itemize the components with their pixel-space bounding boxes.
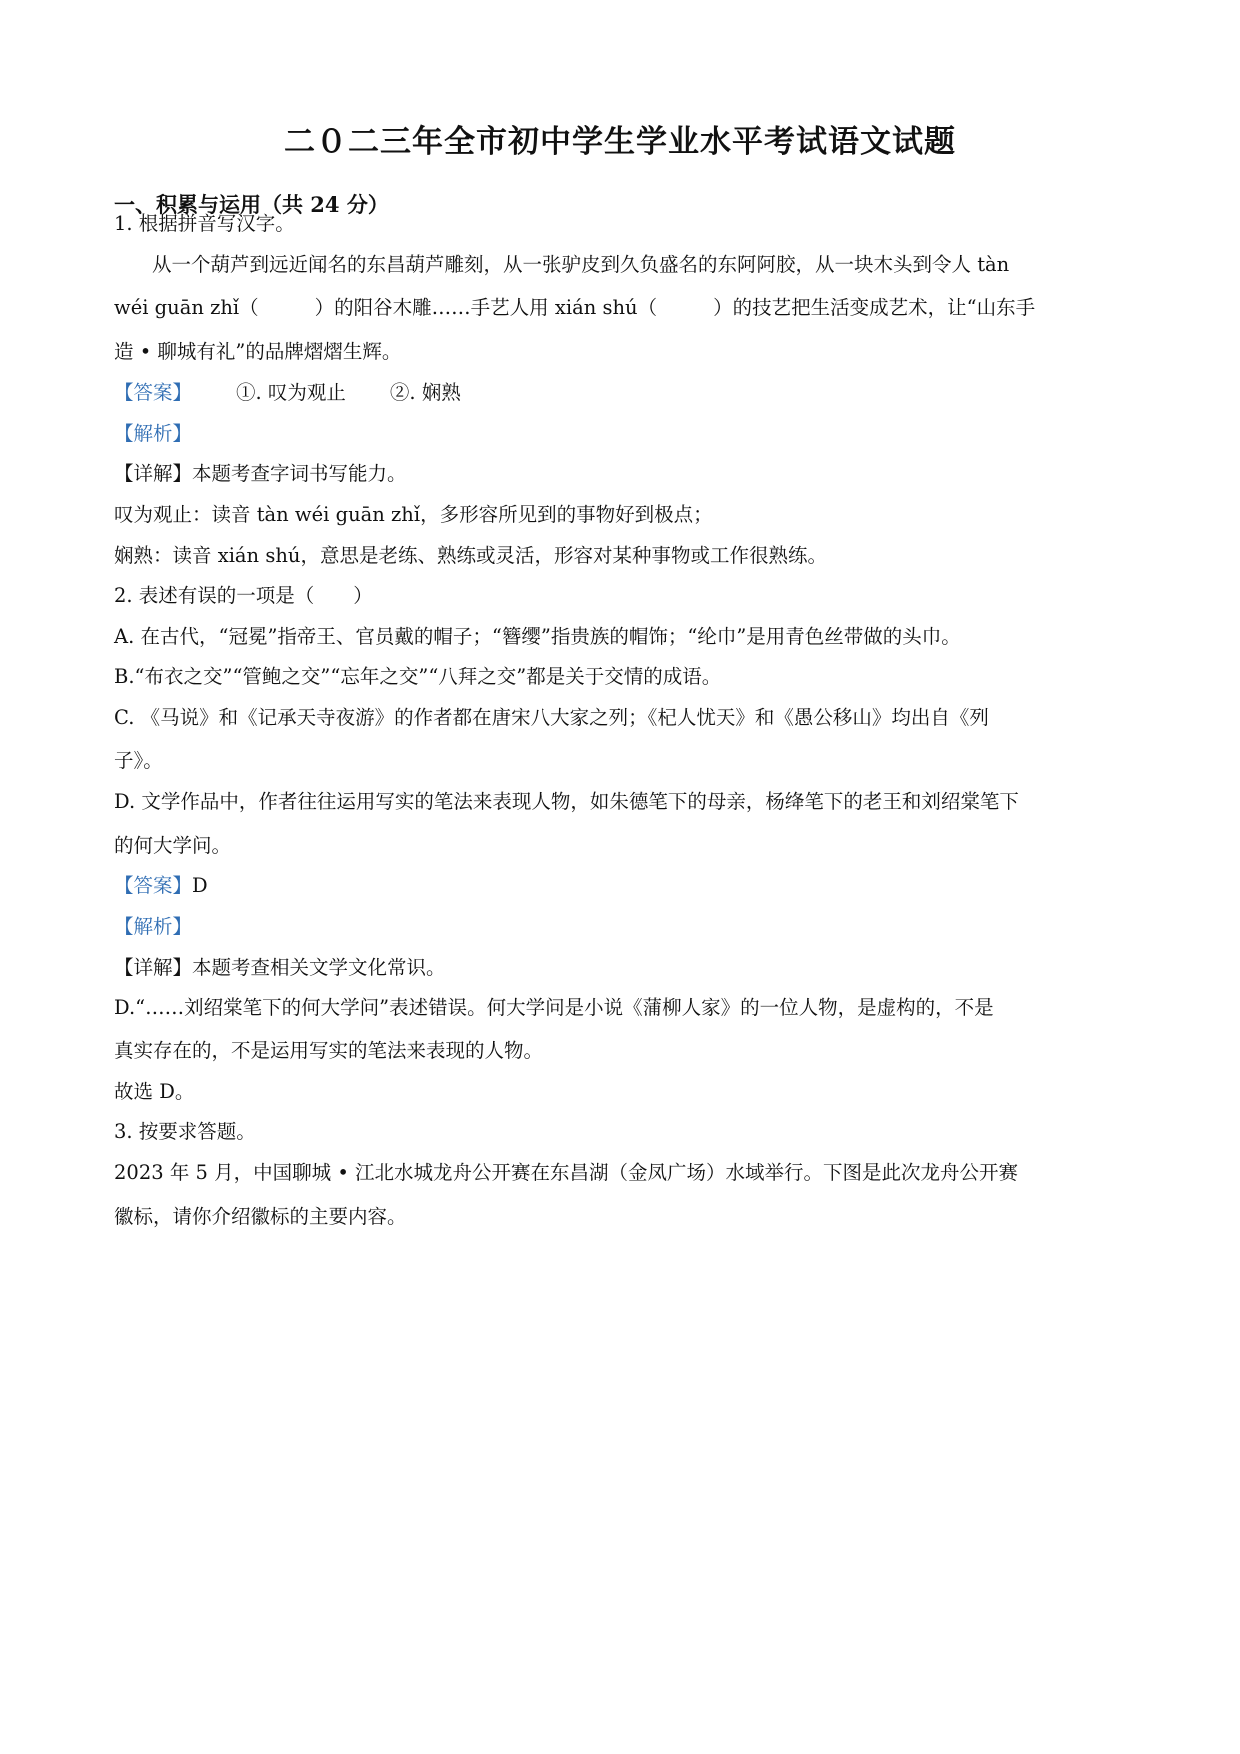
q2-option-c-line-1: C. 《马说》和《记承天寺夜游》的作者都在唐宋八大家之列；《杞人忧天》和《愚公移山》均出自《列 [114, 706, 989, 729]
q1-passage-part-b: ）的阳谷木雕……手艺人用 xián shú（ [314, 296, 658, 319]
q1-answer-1: ①. 叹为观止 [236, 381, 346, 404]
q1-answer-tag: 【答案】 [114, 381, 193, 404]
q1-passage-line-3: 造 • 聊城有礼”的品牌熠熠生辉。 [114, 340, 402, 363]
q2-option-a: A. 在古代，“冠冕”指帝王、官员戴的帽子；“簪缨”指贵族的帽饰；“纶巾”是用青色丝带做的头巾。 [114, 625, 961, 648]
q2-answer-line [114, 872, 208, 900]
q1-stem: 1. 根据拼音写汉字。 [114, 212, 295, 235]
q2-option-d-line-1: D. 文学作品中，作者往往运用写实的笔法来表现人物，如朱德笔下的母亲，杨绛笔下的老王和刘绍棠笔下 [114, 790, 1019, 813]
q2-explanation-line-2: 真实存在的，不是运用写实的笔法来表现的人物。 [114, 1039, 544, 1062]
q3-text-line-2: 徽标，请你介绍徽标的主要内容。 [114, 1205, 407, 1228]
q2-option-c-line-2: 子》。 [114, 749, 163, 772]
q2-answer-tag: 【答案】 [114, 874, 193, 897]
q1-passage-part-a: wéi guān zhǐ（ [114, 296, 259, 319]
q1-detail: 【详解】本题考查字词书写能力。 [114, 462, 407, 485]
q2-option-d-line-2: 的何大学问。 [114, 834, 232, 857]
q2-stem: 2. 表述有误的一项是（ ） [114, 584, 373, 607]
section-heading: 一、积累与运用（共 24 分） [114, 192, 389, 217]
q2-detail: 【详解】本题考查相关文学文化常识。 [114, 956, 446, 979]
q2-option-b: B.“布衣之交”“管鲍之交”“忘年之交”“八拜之交”都是关于交情的成语。 [114, 665, 722, 688]
q1-answer-2: ②. 娴熟 [389, 381, 461, 404]
q1-passage-line-1: 从一个葫芦到远近闻名的东昌葫芦雕刻，从一张驴皮到久负盛名的东阿阿胶，从一块木头到令人 tàn [152, 253, 1010, 276]
q2-conclusion: 故选 D。 [114, 1080, 195, 1103]
page-title: 二０二三年全市初中学生学业水平考试语文试题 [284, 124, 956, 160]
q1-explanation-2: 娴熟：读音 xián shú，意思是老练、熟练或灵活，形容对某种事物或工作很熟练。 [114, 544, 827, 567]
q1-analysis-tag: 【解析】 [114, 422, 193, 445]
q1-answer-line [114, 379, 461, 407]
q3-text-line-1: 2023 年 5 月，中国聊城 • 江北水城龙舟公开赛在东昌湖（金凤广场）水域举行。下图是此次龙舟公开赛 [114, 1161, 1019, 1184]
q2-explanation-line-1: D.“……刘绍棠笔下的何大学问”表述错误。何大学问是小说《蒲柳人家》的一位人物，是虚构的，不是 [114, 996, 994, 1019]
q1-passage-part-c: ）的技艺把生活变成艺术，让“山东手 [713, 296, 1036, 319]
q2-analysis-tag: 【解析】 [114, 915, 193, 938]
q1-explanation-1: 叹为观止：读音 tàn wéi guān zhǐ，多形容所见到的事物好到极点； [114, 503, 713, 526]
q1-passage-line-2 [114, 294, 1035, 322]
q2-answer: D [192, 874, 208, 897]
q3-stem: 3. 按要求答题。 [114, 1120, 256, 1143]
